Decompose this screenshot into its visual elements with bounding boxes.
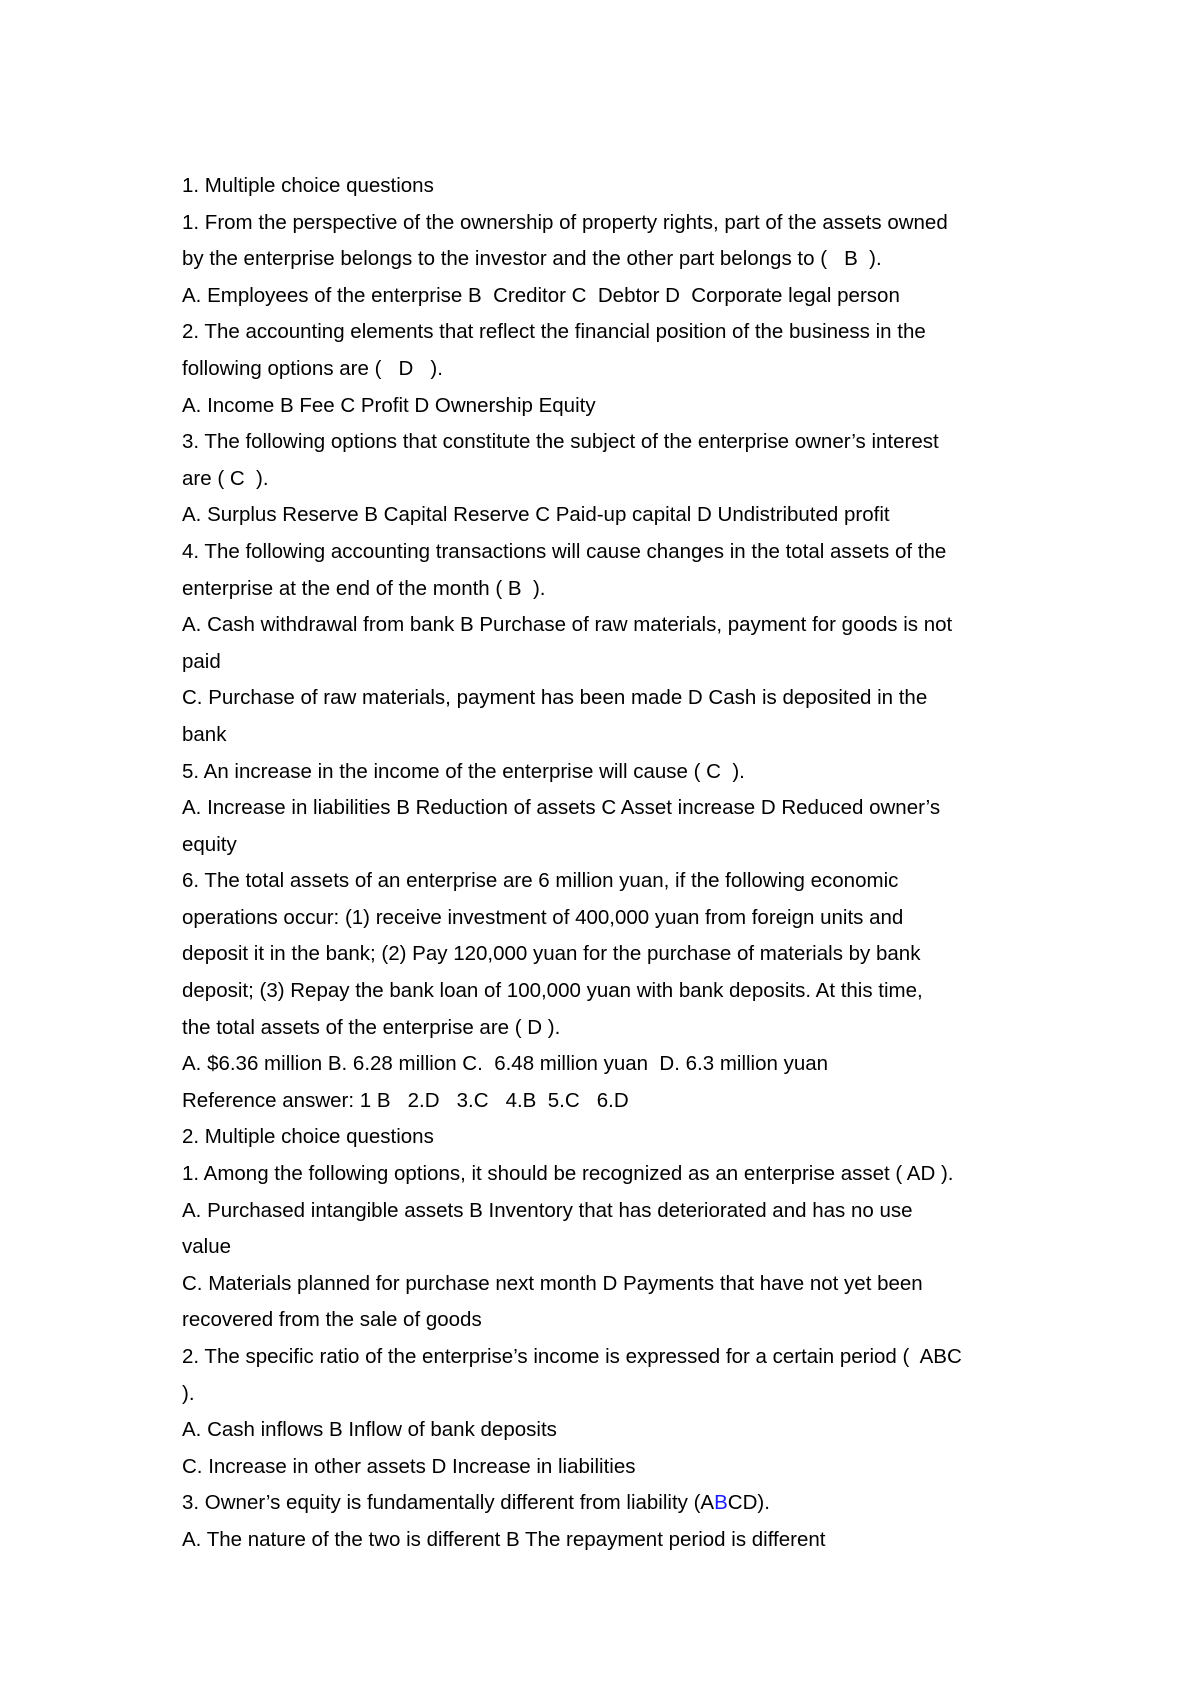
section-heading: 2. Multiple choice questions [182, 1125, 434, 1149]
reference-answer: Reference answer: 1 B 2.D 3.C 4.B 5.C 6.D [182, 1088, 629, 1112]
answer-options: A. The nature of the two is different B The repayment period is different [182, 1527, 826, 1551]
document-body [182, 168, 1062, 1559]
answer-options: C. Materials planned for purchase next month D Payments that have not yet been [182, 1271, 923, 1295]
answer-options: A. Cash inflows B Inflow of bank deposits [182, 1418, 557, 1442]
question-text: enterprise at the end of the month ( B ). [182, 576, 546, 600]
answer-options: bank [182, 722, 227, 746]
question-text: the total assets of the enterprise are ( D ). [182, 1015, 561, 1039]
highlighted-answer-letter: B [714, 1491, 728, 1515]
question-text: operations occur: (1) receive investment of 400,000 yuan from foreign units and [182, 905, 904, 929]
answer-options: A. Increase in liabilities B Reduction of assets C Asset increase D Reduced owner’s [182, 796, 941, 820]
question-text: 5. An increase in the income of the enterprise will cause ( C ). [182, 759, 745, 783]
answer-options: value [182, 1235, 232, 1259]
answer-options: A. Purchased intangible assets B Inventory that has deteriorated and has no use [182, 1198, 913, 1222]
answer-options: A. Cash withdrawal from bank B Purchase of raw materials, payment for goods is not [182, 613, 953, 637]
question-text: 1. From the perspective of the ownership of property rights, part of the assets owned [182, 210, 948, 234]
answer-options: paid [182, 649, 221, 673]
question-text: 4. The following accounting transactions will cause changes in the total assets of the [182, 539, 947, 563]
answer-options: A. $6.36 million B. 6.28 million C. 6.48 million yuan D. 6.3 million yuan [182, 1052, 829, 1076]
answer-options: C. Purchase of raw materials, payment has been made D Cash is deposited in the [182, 686, 928, 710]
question-text-suffix: CD). [727, 1491, 770, 1515]
question-text: by the enterprise belongs to the investor and the other part belongs to ( B ). [182, 247, 882, 271]
answer-options: C. Increase in other assets D Increase in liabilities [182, 1454, 636, 1478]
answer-options: A. Surplus Reserve B Capital Reserve C Paid-up capital D Undistributed profit [182, 503, 890, 527]
answer-options: equity [182, 832, 237, 856]
answer-options: A. Income B Fee C Profit D Ownership Equity [182, 393, 596, 417]
question-text: ). [182, 1381, 195, 1405]
question-text: deposit it in the bank; (2) Pay 120,000 yuan for the purchase of materials by bank [182, 942, 921, 966]
question-text: 1. Among the following options, it should be recognized as an enterprise asset ( AD ). [182, 1162, 954, 1186]
question-text [182, 1485, 1062, 1522]
section-heading: 1. Multiple choice questions [182, 174, 434, 197]
question-text: 2. The accounting elements that reflect the financial position of the business in the [182, 320, 926, 344]
question-text: are ( C ). [182, 466, 269, 490]
question-text: 6. The total assets of an enterprise are 6 million yuan, if the following economic [182, 869, 899, 893]
answer-options: recovered from the sale of goods [182, 1308, 482, 1332]
question-text-prefix: 3. Owner’s equity is fundamentally different from liability (A [182, 1491, 715, 1515]
question-text: following options are ( D ). [182, 356, 443, 380]
answer-options: A. Employees of the enterprise B Creditor C Debtor D Corporate legal person [182, 283, 900, 307]
question-text: 3. The following options that constitute the subject of the enterprise owner’s interest [182, 430, 939, 454]
question-text: deposit; (3) Repay the bank loan of 100,000 yuan with bank deposits. At this time, [182, 979, 923, 1003]
question-text: 2. The specific ratio of the enterprise’s income is expressed for a certain period ( ABC [182, 1345, 962, 1368]
